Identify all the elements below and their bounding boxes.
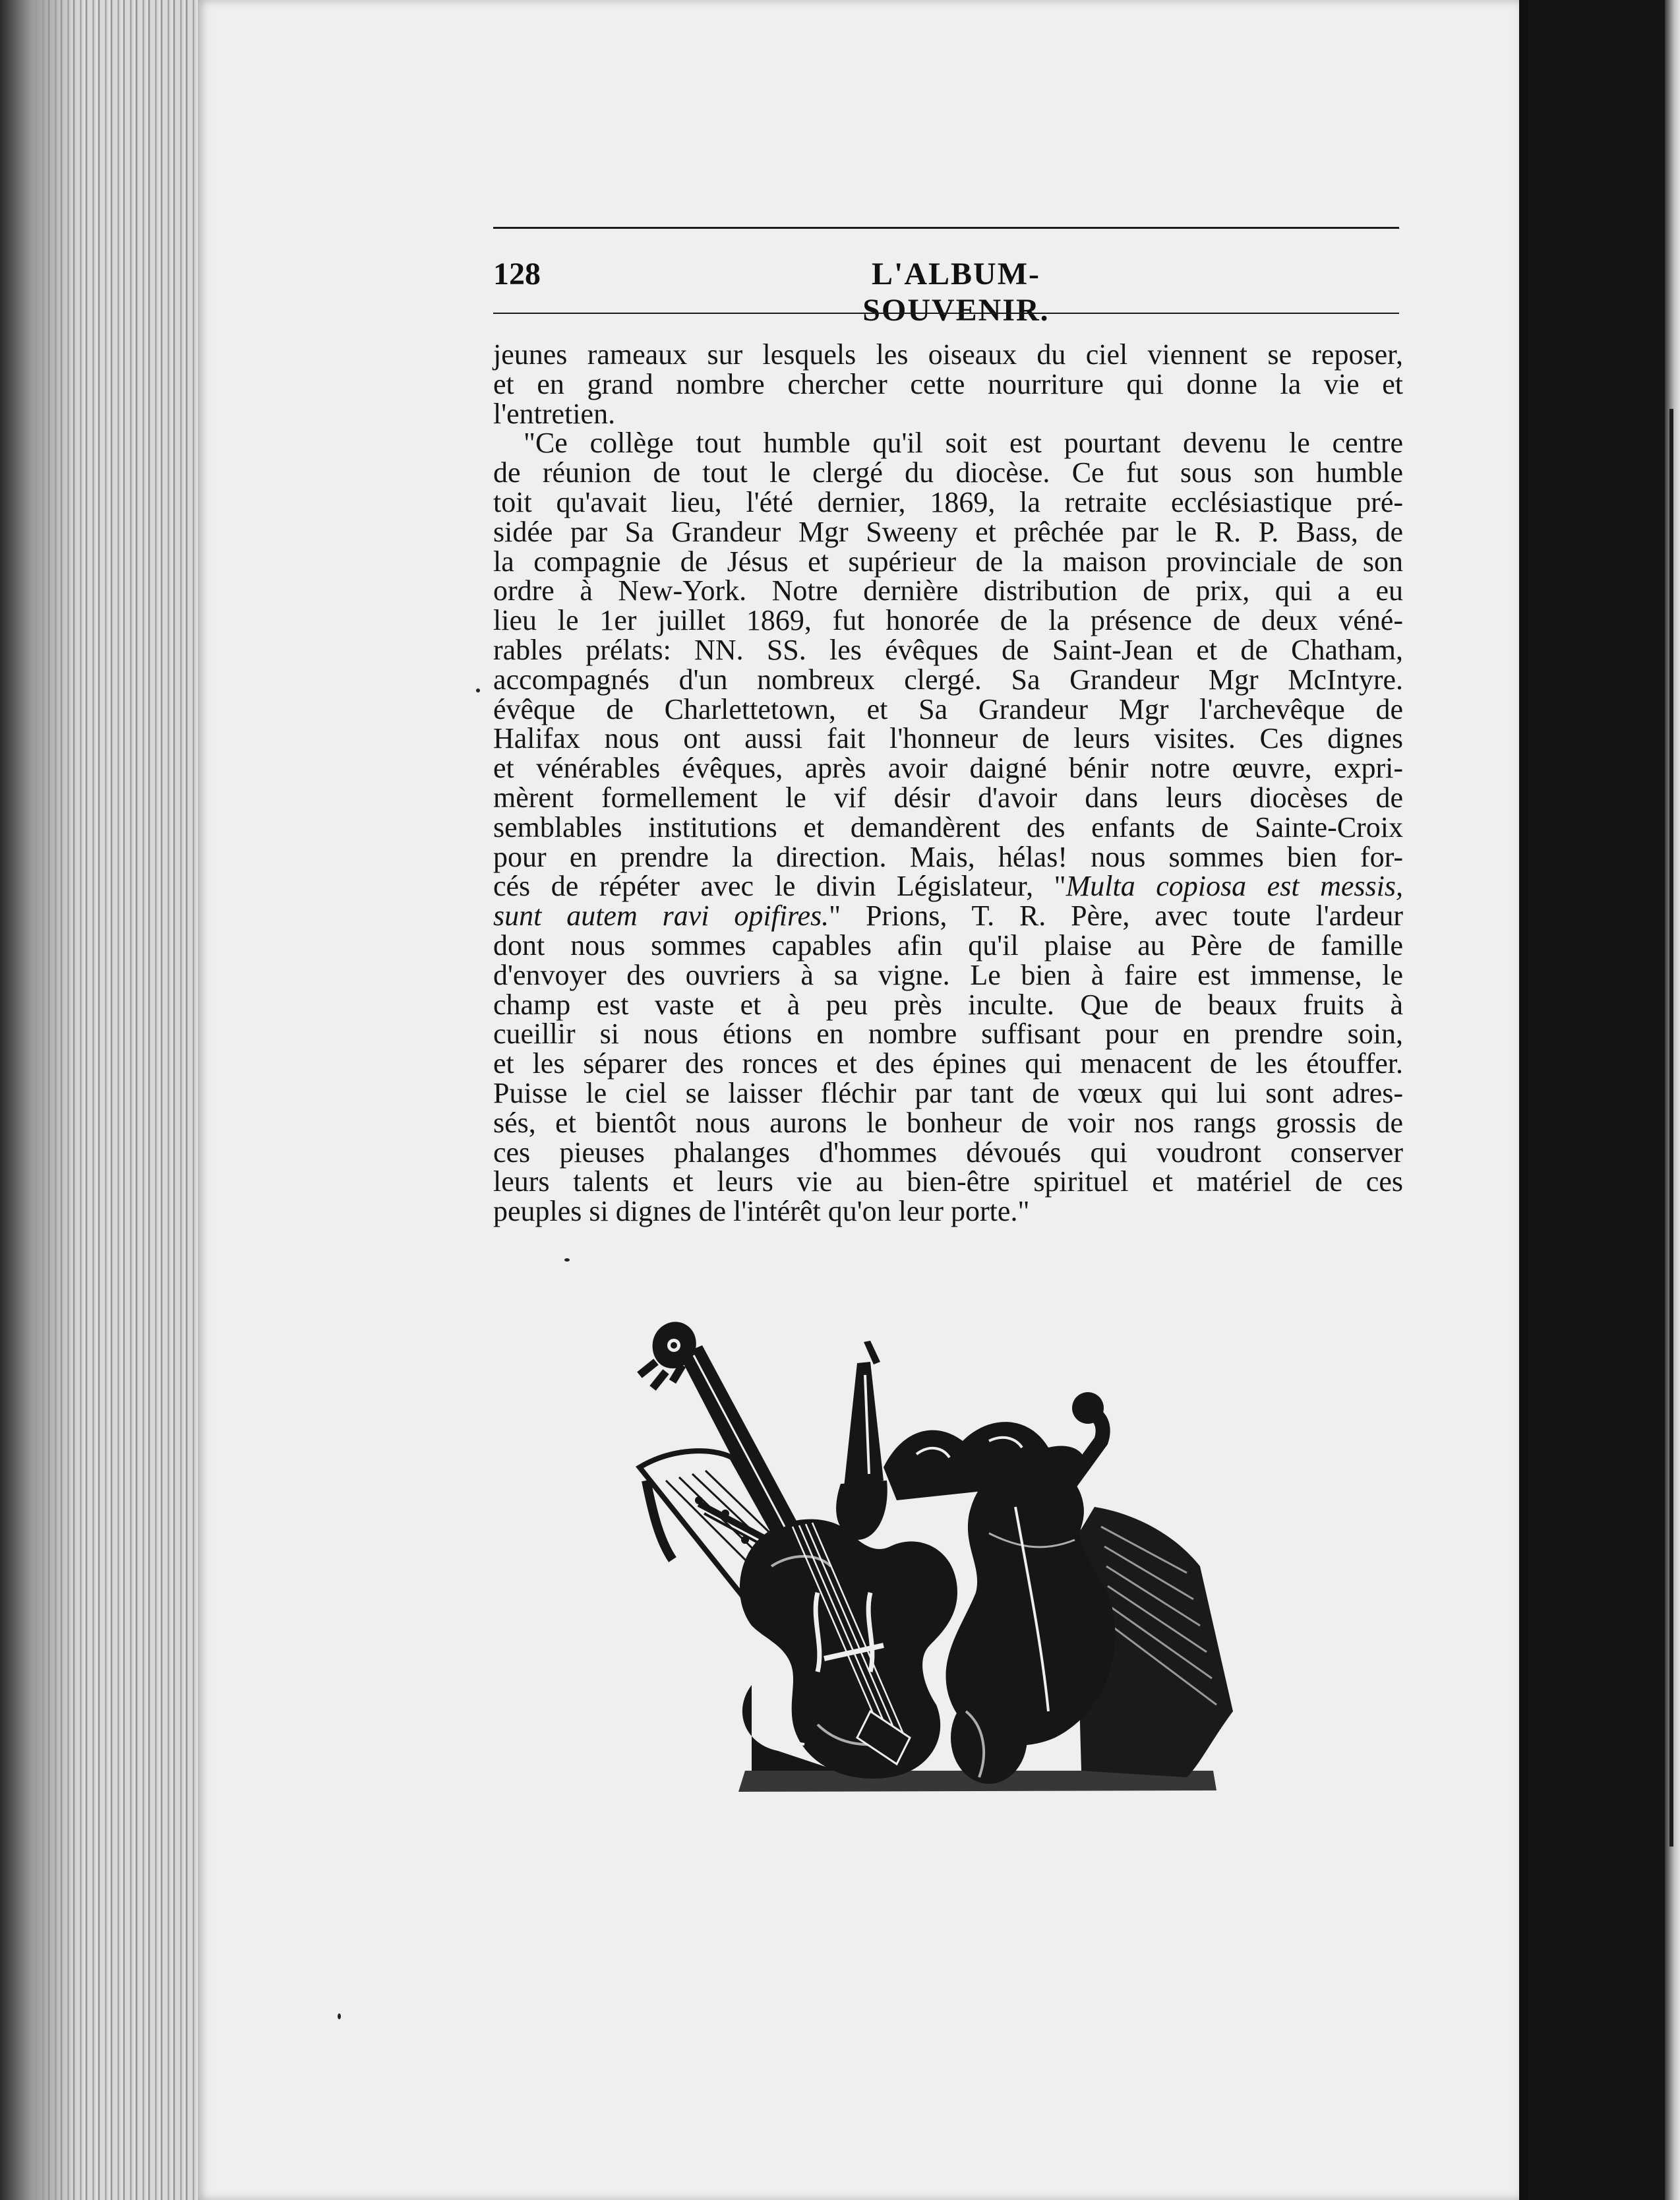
text-line: pour en prendre la direction. Mais, hélas! nous sommes bien for-	[493, 840, 1403, 873]
text-line: semblables institutions et demandèrent des enfants de Sainte-Croix	[493, 810, 1403, 843]
text-line: "Ce collège tout humble qu'il soit est pourtant devenu le centre	[524, 427, 1403, 460]
text-line: rables prélats: NN. SS. les évêques de Saint-Jean et de Chatham,	[493, 633, 1403, 666]
text-line: sés, et bientôt nous aurons le bonheur de voir nos rangs grossis de	[493, 1106, 1403, 1139]
text-line: leurs talents et leurs vie au bien-être spirituel et matériel de ces	[493, 1165, 1403, 1198]
text-line: lieu le 1er juillet 1869, fut honorée de la présence de deux véné-	[493, 604, 1403, 637]
text-line: la compagnie de Jésus et supérieur de la maison provinciale de son	[493, 545, 1403, 578]
header-rule-top	[493, 227, 1399, 229]
text-line: ordre à New-York. Notre dernière distribution de prix, qui a eu	[493, 574, 1403, 607]
text-line: toit qu'avait lieu, l'été dernier, 1869, la retraite ecclésiastique pré-	[493, 485, 1403, 518]
ink-speck	[564, 1258, 570, 1262]
body-paragraphs	[493, 340, 1403, 1227]
text-run: " Prions, T. R. Père, avec toute l'ardeur	[829, 900, 1403, 932]
text-line: d'envoyer des ouvriers à sa vigne. Le bien à faire est immense, le	[493, 958, 1403, 991]
latin-quote: Multa copiosa est messis,	[1065, 870, 1403, 903]
page-number: 128	[493, 257, 541, 291]
text-line: et les séparer des ronces et des épines qui menacent de les étouffer.	[493, 1047, 1403, 1080]
text-run: cés de répéter avec le divin Législateur, "	[493, 870, 1066, 903]
text-line: dont nous sommes capables afin qu'il plaise au Père de famille	[493, 929, 1403, 962]
text-line: accompagnés d'un nombreux clergé. Sa Grandeur Mgr McIntyre.	[493, 663, 1403, 696]
text-line: et en grand nombre chercher cette nourriture qui donne la vie et	[493, 367, 1403, 400]
instruments-illustration-icon	[620, 1316, 1273, 1814]
binding-shadow	[0, 0, 79, 2200]
text-line: de réunion de tout le clergé du diocèse. Ce fut sous son humble	[493, 456, 1403, 489]
text-line: et vénérables évêques, après avoir daigné bénir notre œuvre, expri-	[493, 752, 1403, 785]
text-line: évêque de Charlettetown, et Sa Grandeur Mgr l'archevêque de	[493, 692, 1403, 725]
text-line: Halifax nous ont aussi fait l'honneur de leurs visites. Ces dignes	[493, 722, 1403, 755]
text-line: sidée par Sa Grandeur Mgr Sweeny et prêchée par le R. P. Bass, de	[493, 515, 1403, 548]
dark-margin	[1528, 0, 1680, 2200]
ink-speck	[476, 688, 480, 692]
text-line: mèrent formellement le vif désir d'avoir dans leurs diocèses de	[493, 781, 1403, 814]
engraving-svg	[620, 1316, 1273, 1814]
running-title: L'ALBUM-SOUVENIR.	[862, 257, 1050, 328]
text-line: champ est vaste et à peu près inculte. Que de beaux fruits à	[493, 988, 1403, 1021]
text-line: l'entretien.	[493, 397, 616, 430]
next-page-border	[1669, 409, 1673, 1847]
text-line: jeunes rameaux sur lesquels les oiseaux du ciel viennent se reposer,	[493, 338, 1403, 371]
text-line: cueillir si nous étions en nombre suffisant pour en prendre soin,	[493, 1018, 1403, 1051]
text-line: peuples si dignes de l'intérêt qu'on leur porte."	[493, 1195, 1030, 1228]
ink-speck	[338, 2013, 341, 2019]
latin-quote: sunt autem ravi opifires.	[493, 900, 829, 932]
text-line: Puisse le ciel se laisser fléchir par tant de vœux qui lui sont adres-	[493, 1076, 1403, 1109]
text-line-latin-quote	[493, 872, 1403, 901]
header-rule-bottom	[493, 313, 1399, 314]
text-line-latin-quote	[493, 901, 1403, 931]
text-line: ces pieuses phalanges d'hommes dévoués qui voudront conserver	[493, 1136, 1403, 1169]
